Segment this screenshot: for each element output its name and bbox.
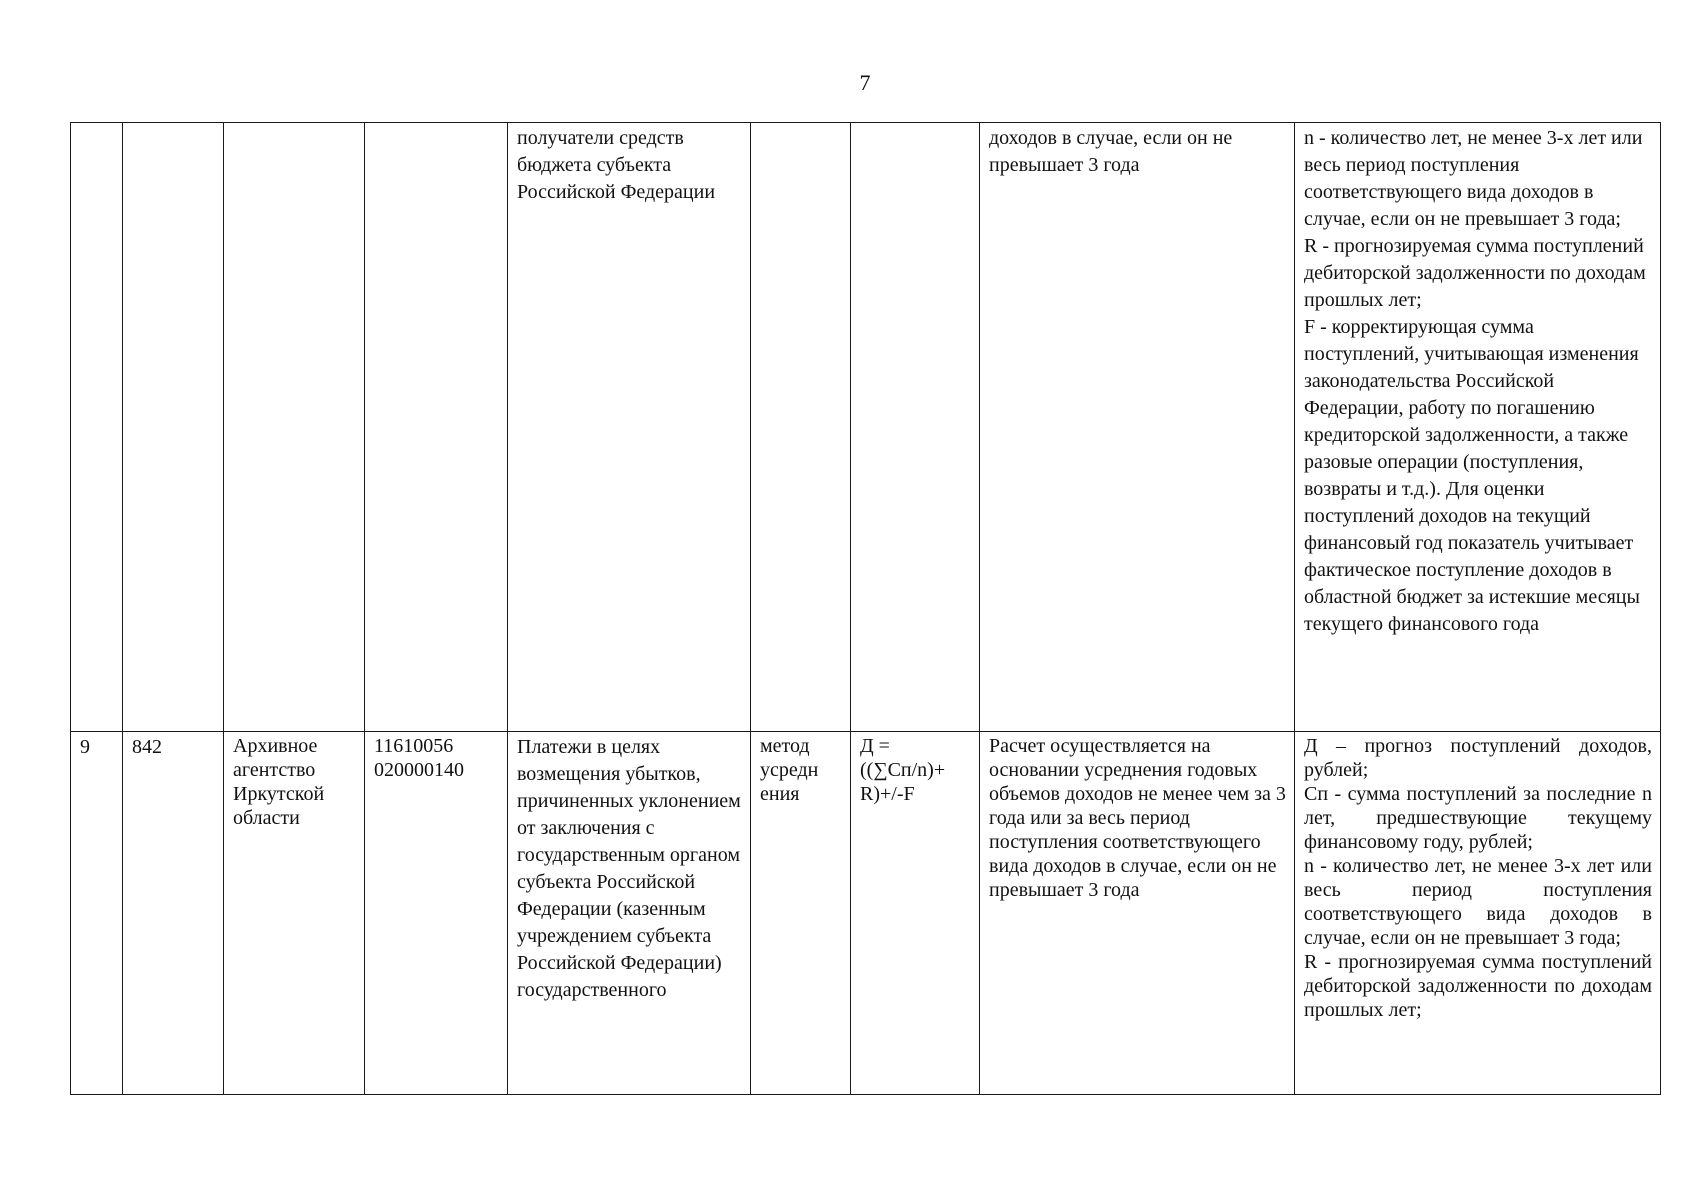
cell-text: 9 (80, 736, 90, 758)
indicator-description-cell (1295, 123, 1661, 732)
revenue-name-cell (508, 732, 751, 1095)
cell-text: доходов в случае, если он не превышает 3 года (989, 127, 1233, 176)
cell-text: получатели средств бюджета субъекта Российской Федерации (517, 127, 716, 203)
cell-text: Сп - сумма поступлений за последние n лет, предшествующие текущему финансовому году, рублей; (1304, 783, 1652, 853)
row-number-cell (71, 123, 123, 732)
cell-text: Д – прогноз поступлений доходов, рублей; (1304, 735, 1652, 781)
table-row (71, 732, 1661, 1095)
cell-text: n - количество лет, не менее 3-х лет или весь период поступления соответствующего вида доходов в случае, если он не превышает 3 года; (1304, 855, 1652, 949)
cell-text: R - прогнозируемая сумма поступлений дебиторской задолженности по доходам прошлых лет; (1304, 951, 1652, 1021)
table-row (71, 123, 1661, 732)
cell-text: Архивное агентство Иркутской области (233, 735, 325, 829)
cell-text: 11610056 020000140 (374, 735, 464, 781)
method-cell (751, 123, 851, 732)
cell-text: 842 (132, 736, 162, 758)
calculation-description-cell (980, 732, 1295, 1095)
cell-text: R - прогнозируемая сумма поступлений дебиторской задолженности по доходам прошлых лет; (1304, 235, 1646, 311)
admin-code-cell (123, 732, 224, 1095)
cell-text: Д = ((∑Сп/n)+ R)+/-F (860, 735, 946, 805)
budget-code-cell (365, 123, 508, 732)
revenue-forecast-table (70, 122, 1661, 1095)
cell-text: Платежи в целях возмещения убытков, причиненных уклонением от заключения с государственным органом субъекта Российской Федерации (казенным учреждением субъекта Российской Федерации) государственного (517, 736, 741, 1001)
method-cell (751, 732, 851, 1095)
formula-cell (851, 732, 980, 1095)
page-number: 7 (859, 70, 871, 95)
row-number-cell (71, 732, 123, 1095)
indicator-description-cell (1295, 732, 1661, 1095)
administrator-name-cell (224, 123, 365, 732)
revenue-name-cell (508, 123, 751, 732)
calculation-description-cell (980, 123, 1295, 732)
cell-text: метод усредн ения (760, 735, 819, 805)
budget-code-cell (365, 732, 508, 1095)
cell-text: n - количество лет, не менее 3-х лет или весь период поступления соответствующего вида доходов в случае, если он не превышает 3 года; (1304, 127, 1643, 230)
administrator-name-cell (224, 732, 365, 1095)
cell-text: Расчет осуществляется на основании усреднения годовых объемов доходов не менее чем за 3 года или за весь период поступления соответствующего вида доходов в случае, если он не превышает 3 года (989, 735, 1286, 901)
formula-cell (851, 123, 980, 732)
admin-code-cell (123, 123, 224, 732)
cell-text: F - корректирующая сумма поступлений, учитывающая изменения законодательства Российской Федерации, работу по погашению кредиторской задолженности, а также разовые операции (поступления, возвраты и т.д.). Для оценки поступлений доходов на текущий финансовый год показатель учитывает фактическое поступление доходов в областной бюджет за истекшие месяцы текущего финансового года (1304, 316, 1640, 635)
